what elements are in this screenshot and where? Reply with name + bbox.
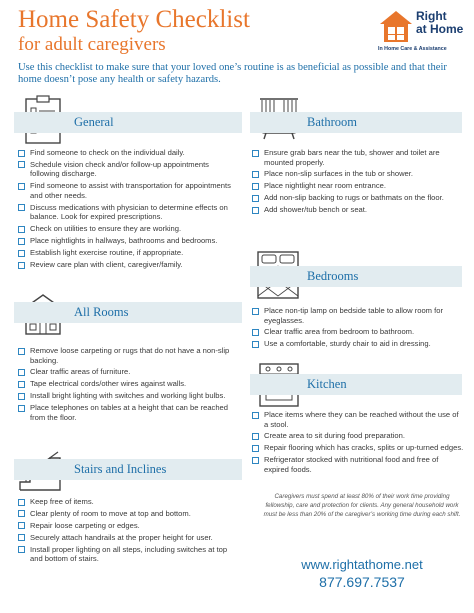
checklist-item[interactable]: Discuss medications with physician to determine effects on balance. Look for expired prescriptions. xyxy=(18,203,236,222)
section-band-bathroom xyxy=(250,112,462,133)
checklist-item[interactable]: Tape electrical cords/other wires against walls. xyxy=(18,379,236,389)
section-title-general: General xyxy=(74,115,114,129)
logo-tagline: In Home Care & Assistance xyxy=(378,46,447,52)
checklist-item[interactable]: Place nightlights in hallways, bathrooms and bedrooms. xyxy=(18,236,236,246)
checklist-item[interactable]: Establish light exercise routine, if appropriate. xyxy=(18,248,236,258)
website-link[interactable]: www.rightathome.net xyxy=(301,557,423,572)
checklist-item[interactable]: Add shower/tub bench or seat. xyxy=(252,205,464,215)
checklist-item[interactable]: Install bright lighting with switches and working light bulbs. xyxy=(18,391,236,401)
checklist-item[interactable]: Install proper lighting on all steps, including switches at top and bottom of stairs. xyxy=(18,545,236,564)
checklist-item[interactable]: Securely attach handrails at the proper height for user. xyxy=(18,533,236,543)
checklist-item[interactable]: Place nightlight near room entrance. xyxy=(252,181,464,191)
checklist-item[interactable]: Find someone to check on the individual daily. xyxy=(18,148,236,158)
page-subtitle: for adult caregivers xyxy=(18,34,166,55)
checklist-item[interactable]: Repair loose carpeting or edges. xyxy=(18,521,236,531)
checklist-item[interactable]: Use a comfortable, sturdy chair to aid in dressing. xyxy=(252,339,464,349)
section-band-all-rooms xyxy=(14,302,242,323)
logo-text-at-home: at Home xyxy=(416,22,464,36)
section-title-kitchen: Kitchen xyxy=(307,377,347,391)
checklist-item[interactable]: Keep free of items. xyxy=(18,497,236,507)
checklist-item[interactable]: Clear traffic area from bedroom to bathroom. xyxy=(252,327,464,337)
checklist-item[interactable]: Refrigerator stocked with nutritional food and free of expired foods. xyxy=(252,455,464,474)
bathroom-checklist xyxy=(252,148,464,217)
checklist-item[interactable]: Place non-slip surfaces in the tub or shower. xyxy=(252,169,464,179)
checklist-item[interactable]: Place non-tip lamp on bedside table to allow room for eyeglasses. xyxy=(252,306,464,325)
checklist-item[interactable]: Clear plenty of room to move at top and bottom. xyxy=(18,509,236,519)
all-rooms-checklist xyxy=(18,346,236,425)
section-band-general xyxy=(14,112,242,133)
checklist-item[interactable]: Clear traffic areas of furniture. xyxy=(18,367,236,377)
kitchen-checklist xyxy=(252,410,464,477)
checklist-item[interactable]: Ensure grab bars near the tub, shower and toilet are mounted properly. xyxy=(252,148,464,167)
section-title-stairs: Stairs and Inclines xyxy=(74,462,167,476)
checklist-item[interactable]: Remove loose carpeting or rugs that do not have a non-slip backing. xyxy=(18,346,236,365)
checklist-item[interactable]: Check on utilities to ensure they are working. xyxy=(18,224,236,234)
intro-text: Use this checklist to make sure that your loved one’s routine is as beneficial as possible and that their home doesn’t pose any health or safety hazards. xyxy=(18,62,447,86)
right-at-home-logo xyxy=(378,8,468,56)
section-band-stairs xyxy=(14,459,242,480)
checklist-item[interactable]: Place telephones on tables at a height that can be reached from the floor. xyxy=(18,403,236,422)
checklist-item[interactable]: Review care plan with client, caregiver/family. xyxy=(18,260,236,270)
logo-text-right: Right xyxy=(416,9,447,23)
section-title-bathroom: Bathroom xyxy=(307,115,357,129)
checklist-item[interactable]: Schedule vision check and/or follow-up appointments following discharge. xyxy=(18,160,236,179)
caregiver-note: Caregivers must spend at least 80% of their work time providing fellowship, care and protection for clients. Any general household work must be less than 20% of the caregiver’s working time during each shift. xyxy=(263,493,461,518)
section-band-bedrooms xyxy=(250,266,462,287)
phone-number[interactable]: 877.697.7537 xyxy=(319,574,405,590)
checklist-item[interactable]: Create area to sit during food preparation. xyxy=(252,431,464,441)
bedrooms-checklist xyxy=(252,306,464,351)
checklist-item[interactable]: Repair flooring which has cracks, splits or up-turned edges. xyxy=(252,443,464,453)
section-band-kitchen xyxy=(250,374,462,395)
section-title-all-rooms: All Rooms xyxy=(74,305,129,319)
section-title-bedrooms: Bedrooms xyxy=(307,269,359,283)
page-title: Home Safety Checklist xyxy=(18,6,250,33)
logo-house-icon xyxy=(378,8,414,44)
general-checklist xyxy=(18,148,236,272)
stairs-checklist xyxy=(18,497,236,566)
checklist-item[interactable]: Add non-slip backing to rugs or bathmats on the floor. xyxy=(252,193,464,203)
checklist-item[interactable]: Find someone to assist with transportation for appointments and other needs. xyxy=(18,181,236,200)
checklist-item[interactable]: Place items where they can be reached without the use of a stool. xyxy=(252,410,464,429)
